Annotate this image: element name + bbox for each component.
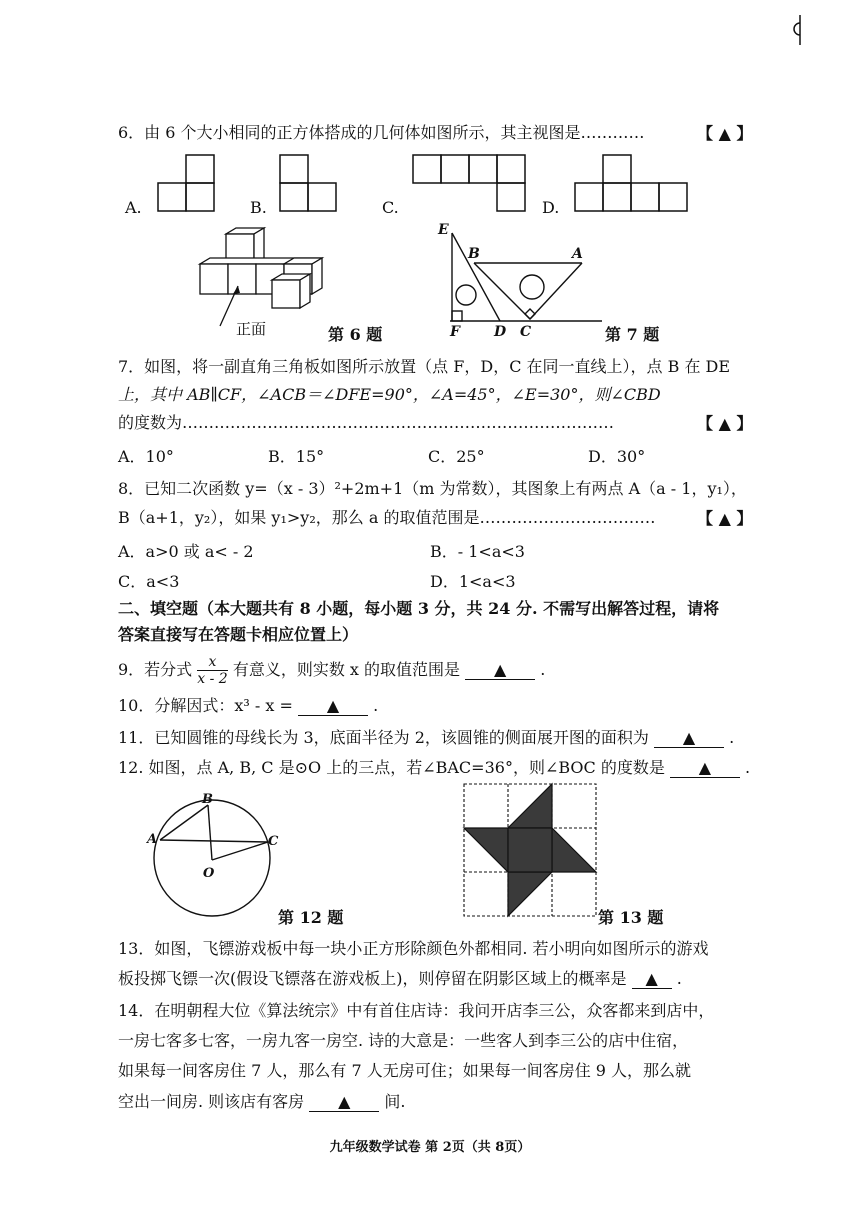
q13-dartboard-figure (464, 784, 600, 920)
q9-fraction-denominator: x - 2 (197, 671, 228, 687)
q8-stem-line1: 8．已知二次函数 y=（x - 3）²+2m+1（m 为常数），其图象上有两点 A（a - 1，y₁）， (118, 479, 747, 498)
q8-answer-bracket: 【 ▲ 】 (697, 509, 753, 528)
q9-fraction-numerator: x (197, 654, 227, 671)
q10-end: . (373, 696, 379, 715)
q6-solid-figure (198, 228, 338, 338)
q13-stem-line1: 13．如图，飞镖游戏板中每一块小正方形除颜色外都相同. 若小明向如图所示的游戏 (118, 939, 709, 958)
q6-option-b-label: B. (250, 198, 267, 217)
q12-pre: 12. 如图，点 A, B, C 是⊙O 上的三点，若∠BAC=36°，则∠BOC 的度数是 (118, 758, 665, 777)
q9-post: 有意义，则实数 x 的取值范围是 (232, 660, 461, 679)
q10-answer-blank[interactable]: ▲ (298, 697, 368, 716)
section2-heading-line2: 答案直接写在答题卡相应位置上） (118, 625, 359, 644)
q6-option-d-label: D. (542, 198, 560, 217)
q6-answer-bracket: 【 ▲ 】 (697, 124, 753, 143)
q12-end: . (745, 758, 751, 777)
q8-option-d: D．1<a<3 (430, 572, 516, 591)
q7-option-c: C．25° (428, 447, 485, 466)
q8-option-c: C．a<3 (118, 572, 180, 591)
q6-caption: 第 6 题 (328, 325, 383, 344)
q13-answer-blank[interactable]: ▲ (632, 970, 672, 989)
q7-label-e: E (438, 222, 449, 238)
q7-option-b: B．15° (268, 447, 325, 466)
q13-end: . (676, 969, 682, 988)
q8-stem-line2: B（a+1，y₂），如果 y₁>y₂，那么 a 的取值范围是…………………………… (118, 508, 656, 527)
q14-answer-blank[interactable]: ▲ (309, 1093, 379, 1112)
q6-option-c-figure (413, 155, 533, 215)
q12-circle-figure (150, 790, 280, 920)
q9-stem (118, 652, 545, 688)
q7-stem-line2: 上，其中 AB∥CF，∠ACB＝∠DFE=90°，∠A=45°，∠E=30°，则∠CBD (118, 385, 661, 404)
q14-stem-line4 (118, 1091, 405, 1113)
q6-stem: 6．由 6 个大小相同的正方体搭成的几何体如图所示，其主视图是………… (118, 123, 645, 142)
q8-option-a: A．a>0 或 a< - 2 (118, 542, 254, 561)
q7-label-b: B (468, 246, 480, 262)
q6-option-d-figure (575, 155, 695, 215)
q10-pre: 10．分解因式：x³ - x = (118, 696, 293, 715)
q9-fraction (197, 654, 227, 687)
page-footer: 九年级数学试卷 第 2页（共 8页） (329, 1140, 531, 1155)
q14-line4-pre: 空出一间房. 则该店有客房 (118, 1092, 305, 1111)
q14-stem-line1: 14．在明朝程大位《算法统宗》中有首住店诗：我问开店李三公，众客都来到店中， (118, 1001, 715, 1020)
q10-stem (118, 695, 378, 717)
q13-line2-text: 板投掷飞镖一次(假设飞镖落在游戏板上)，则停留在阴影区域上的概率是 (118, 969, 627, 988)
q7-label-c: C (520, 324, 532, 340)
q7-stem-line1: 7．如图，将一副直角三角板如图所示放置（点 F，D，C 在同一直线上），点 B 在 DE (118, 357, 731, 376)
q7-answer-bracket: 【 ▲ 】 (697, 414, 753, 433)
q14-stem-line2: 一房七客多七客，一房九客一房空. 诗的大意是：一些客人到李三公的店中住宿， (118, 1031, 689, 1050)
q11-pre: 11．已知圆锥的母线长为 3，底面半径为 2，该圆锥的侧面展开图的面积为 (118, 728, 649, 747)
q6-option-b-figure (280, 155, 340, 215)
q13-stem-line2 (118, 968, 682, 990)
q13-caption: 第 13 题 (598, 908, 664, 927)
q7-triangle-figure (440, 225, 620, 335)
q12-label-b: B (202, 792, 213, 807)
q12-label-a: A (147, 832, 158, 847)
q9-end: . (540, 660, 546, 679)
section2-heading-line1: 二、填空题（本大题共有 8 小题，每小题 3 分，共 24 分. 不需写出解答过程，请将 (118, 599, 720, 618)
q7-caption: 第 7 题 (605, 325, 660, 344)
q14-stem-line3: 如果每一间客房住 7 人，那么有 7 人无房可住；如果每一间客房住 9 人，那么就 (118, 1061, 692, 1080)
q12-stem (118, 757, 750, 779)
q7-label-f: F (450, 324, 460, 340)
q12-caption: 第 12 题 (278, 908, 344, 927)
q6-option-c-label: C. (382, 198, 399, 217)
q8-option-b: B．- 1<a<3 (430, 542, 525, 561)
q7-label-a: A (572, 246, 583, 262)
q11-stem (118, 727, 734, 749)
q7-label-d: D (494, 324, 507, 340)
binding-mark (790, 15, 810, 45)
q6-front-label: 正面 (236, 320, 267, 338)
q9-pre: 9．若分式 (118, 660, 193, 679)
q12-label-c: C (268, 834, 279, 849)
q6-option-a-figure (158, 155, 218, 215)
q7-option-d: D．30° (588, 447, 646, 466)
q12-label-o: O (203, 866, 215, 881)
q14-line4-post: 间. (384, 1092, 406, 1111)
q7-option-a: A．10° (118, 447, 174, 466)
q9-answer-blank[interactable]: ▲ (465, 661, 535, 680)
q11-answer-blank[interactable]: ▲ (654, 729, 724, 748)
q11-end: . (729, 728, 735, 747)
q6-option-a-label: A. (125, 198, 142, 217)
q12-answer-blank[interactable]: ▲ (670, 759, 740, 778)
q7-stem-line3: 的度数为……………………………………………………………………… (118, 413, 615, 432)
